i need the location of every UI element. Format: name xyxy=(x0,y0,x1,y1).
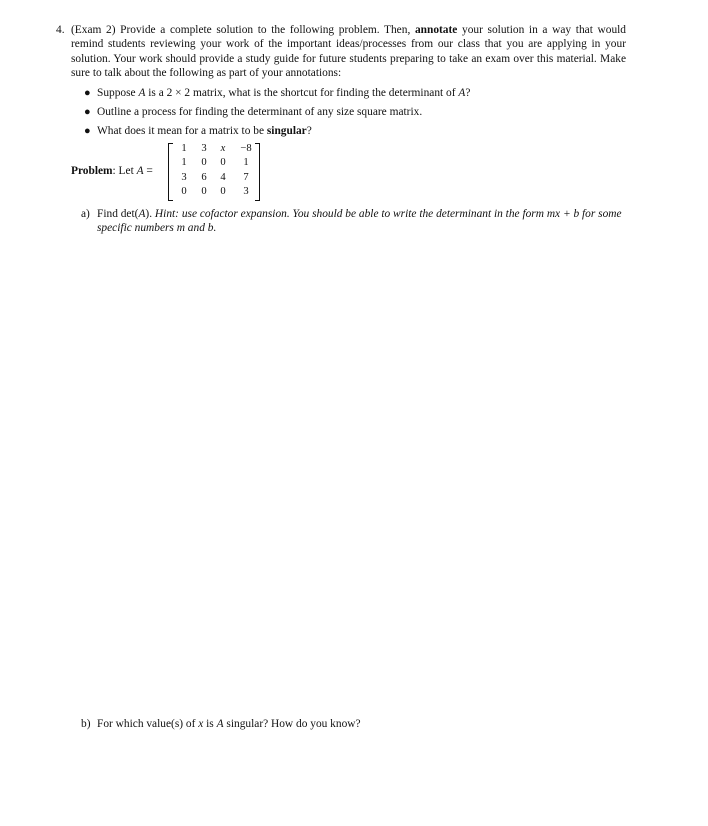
matrix-cell: 0 xyxy=(201,157,207,169)
matrix-cell: 4 xyxy=(220,171,226,183)
question-prompt xyxy=(71,23,626,81)
matrix-cell: −8 xyxy=(240,143,252,154)
matrix-cell: 0 xyxy=(181,186,187,198)
matrix-cell: 7 xyxy=(243,171,249,183)
question-number: 4. xyxy=(56,24,65,36)
matrix-cell: 3 xyxy=(243,186,249,198)
matrix-cell: 1 xyxy=(243,157,249,169)
matrix-cell: 3 xyxy=(201,143,207,154)
matrix-cell: 1 xyxy=(181,143,187,154)
problem-statement xyxy=(71,143,371,203)
matrix-row xyxy=(174,156,260,170)
matrix-cell: 0 xyxy=(220,157,226,169)
list-item: ● What does it mean for a matrix to be singular? xyxy=(84,125,312,138)
prompt-intro: (Exam 2) Provide a complete solution to the following problem. Then, xyxy=(71,24,415,36)
matrix-row xyxy=(174,142,260,156)
prompt-annotate-keyword: annotate xyxy=(414,24,458,36)
prompt-intro-rest: your solution in a way that would remind students reviewing your work of the important ideas/processes from our class that you are applying in your solution. Your work should provide a study guide for future students preparing to take an exam over this material. Make sure to talk about the following as part of your annotations: xyxy=(71,24,626,80)
matrix-cell: x xyxy=(220,143,226,154)
annotation-topics-list xyxy=(84,86,624,144)
part-a-label: a) xyxy=(81,208,90,220)
list-item: ● Suppose A is a 2 × 2 matrix, what is the shortcut for finding the determinant of A? xyxy=(84,87,471,99)
part-a-text: Find det(A). Hint: use cofactor expansion. You should be able to write the determinant in the form mx + b for some specific numbers m and b. xyxy=(97,208,622,235)
left-bracket xyxy=(168,143,173,201)
matrix-cell: 0 xyxy=(220,186,226,198)
part-b-text: For which value(s) of x is A singular? How do you know? xyxy=(97,718,361,730)
matrix-cell: 1 xyxy=(181,157,187,169)
matrix-cell: 3 xyxy=(181,171,187,183)
matrix-a xyxy=(168,143,260,201)
matrix-row xyxy=(174,171,260,185)
part-b-label: b) xyxy=(81,718,91,730)
matrix-cell: 0 xyxy=(201,186,207,198)
bullet-icon: ● xyxy=(84,87,91,99)
matrix-entries xyxy=(174,142,260,200)
matrix-row xyxy=(174,185,260,199)
list-item: ● Outline a process for finding the determinant of any size square matrix. xyxy=(84,106,423,119)
problem-label: Problem: Let A = xyxy=(71,165,153,177)
bullet-icon: ● xyxy=(84,106,91,119)
bullet-icon: ● xyxy=(84,125,91,138)
matrix-cell: 6 xyxy=(201,171,207,183)
